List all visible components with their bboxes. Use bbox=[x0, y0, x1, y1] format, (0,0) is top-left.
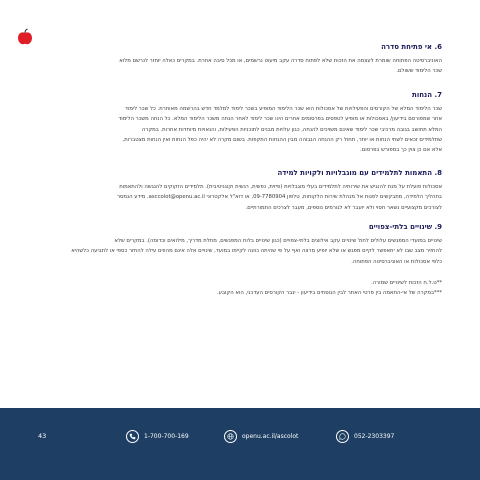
section-8 bbox=[62, 168, 442, 213]
website-link[interactable] bbox=[224, 430, 298, 443]
text-line: כלפי אסכולות או האוניברסיטה הפתוחה. bbox=[351, 258, 442, 265]
section-text bbox=[62, 104, 442, 155]
footnote: **ט.ל.ח הזכות לשינויים שמורה. bbox=[371, 280, 442, 286]
text-line: לצורכים מקצועיים נשאר חסוי ולא יועבר לא לגורמים נוספים, מעבר לצרכים התמורתיים. bbox=[245, 204, 442, 211]
section-title: 9. שינויים בלתי-צפויים bbox=[368, 223, 442, 231]
text-line: אחר שמפורסם בידיעון/ באסכולות או מופיע לטפסים בפרסומים אחרים הינו שכר לימוד לאחר הנחה משכר הלימוד המלא. כל הנחה משכר הלימוד bbox=[118, 116, 442, 123]
globe-icon bbox=[224, 430, 237, 443]
text-line: שכר הלימוד המלא של הקורסים והפעילויות של אסכולות הוא שכר הלימוד המופיע בשכר לימוד למלמד חדש בהרשמה מאוחרת. כל שכר לימוד bbox=[125, 106, 442, 112]
footnote: ***במקרה של אי-התאמה בין פרטי האתר לבין הנוסחים בידיעון - יגבר הקורסים העדכני, הוא הקובע. bbox=[217, 290, 442, 296]
section-text bbox=[62, 182, 442, 213]
text-line: האוניברסיטה הפתוחה שומרת לעצמה את הזכות שלא לפתוח סדרה עקב מיעוט נרשמים, או מכל סיבה אחרת. במקרים כאלה יוחזר לנרשם מלוא bbox=[119, 58, 442, 64]
section-text bbox=[62, 236, 442, 267]
text-line: שינויים במועדי המפגשים עלולים לחול שינויים עקב אילוצים בלתי-צפויים (כגון שינויים בלוח המפגשים, מחלת מדריך, מילואים וכדומה). במקרים שלא bbox=[114, 238, 442, 244]
whatsapp-contact[interactable] bbox=[336, 430, 394, 443]
text-line: שתלמידים זכאים לשתי הנחות או יותר, תחול רק ההנחה הגבוהה מבין ההנחות התקפות. בשום מקרה לא יהיה כפל הנחות ואין הנחות מצטברות, bbox=[122, 136, 442, 143]
whatsapp-icon bbox=[336, 430, 349, 443]
text-line: בתהליך הלמידה, מתבקשים לפנות אל מנהלת שירות הלקוחות, טלפון 09-7780904, או דוא"ל אלקטרוני asccolot@openu.ac.il. מידע הנמסר bbox=[117, 194, 442, 201]
section-title: 8. התאמות לתלמידים עם מוגבלויות ולקויות למידה bbox=[277, 169, 442, 177]
phone-icon bbox=[126, 430, 139, 443]
text-line: המלא תחושב בגובה מרכיבי שכר לימוד שאינם משויכים להנחה, כגון עלויות מבנים לתוכניות הפעילות, והנאויות מיוחדות אחרות. במקרה bbox=[141, 126, 442, 133]
section-title: 7. הנחות bbox=[412, 91, 442, 99]
website-url: openu.ac.il/ascolot bbox=[242, 433, 299, 440]
section-text bbox=[62, 56, 442, 77]
text-line: אסכולות פועלת על מנת להנגיש את שירותיה לתלמידים בעלי מוגבלויות (פיזית, נפשית, רגשית וקוגניטיבית). תלמידים הזקוקים להנגשה ולהתאמות bbox=[119, 184, 442, 190]
footer-bar bbox=[0, 408, 480, 480]
phone-number: 1-700-700-169 bbox=[144, 433, 189, 440]
section-9 bbox=[62, 222, 442, 267]
section-7 bbox=[62, 90, 442, 155]
page-number: 43 bbox=[38, 432, 47, 440]
whatsapp-number: 052-2303397 bbox=[354, 433, 395, 440]
footnotes bbox=[62, 278, 442, 298]
section-6 bbox=[62, 42, 442, 77]
section-title: 6. אי פתיחת סדרה bbox=[381, 43, 442, 51]
text-line: אלא אם כן צוין כך במפורש בפרסום. bbox=[360, 147, 442, 154]
text-line: שכר הלימוד ששולם. bbox=[396, 68, 442, 75]
text-line: להחזיר מצב שבו לא יתאפשר לקיים מפגש או שלא יופיע מרצה ואף על פי שהיתה כוונה לקיימו במועד, שינויים אלה אינם מהווים עילה להחזר כספי או לתביעה כלשהיא bbox=[71, 248, 442, 255]
phone-contact[interactable] bbox=[126, 430, 189, 443]
